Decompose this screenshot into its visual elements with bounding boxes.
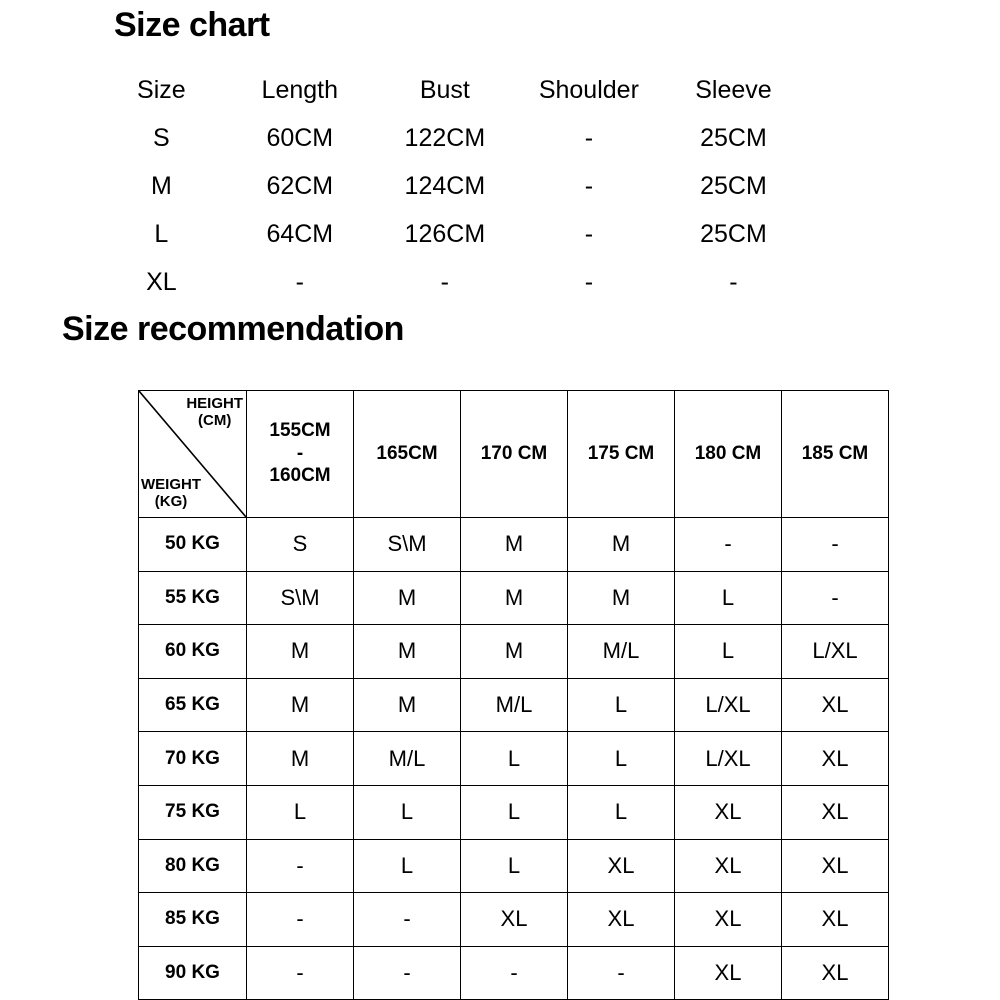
cell-sleeve: 25CM — [700, 219, 767, 248]
reco-cell: - — [247, 839, 354, 893]
reco-cell: M — [461, 571, 568, 625]
reco-cell: - — [568, 946, 675, 1000]
height-col-line2: - — [296, 442, 304, 464]
column-header-height-165: 165CM — [354, 391, 461, 518]
row-header-weight: 70 KG — [139, 732, 247, 786]
reco-cell: L — [247, 785, 354, 839]
height-col-line3: 160CM — [269, 465, 331, 487]
reco-cell: - — [675, 518, 782, 572]
cell-size: M — [150, 171, 172, 200]
reco-cell: XL — [782, 678, 889, 732]
table-row — [139, 785, 889, 839]
row-header-weight: 80 KG — [139, 839, 247, 893]
size-chart-table — [96, 66, 806, 306]
table-row — [139, 893, 889, 947]
reco-cell: - — [354, 893, 461, 947]
reco-cell: M/L — [461, 678, 568, 732]
row-header-weight: 85 KG — [139, 893, 247, 947]
cell-bust: 122CM — [404, 123, 486, 152]
cell-length: - — [295, 267, 304, 296]
table-row — [96, 114, 806, 162]
reco-cell: M — [568, 518, 675, 572]
reco-cell: M/L — [568, 625, 675, 679]
table-row — [139, 732, 889, 786]
reco-cell: S\M — [247, 571, 354, 625]
reco-cell: L — [461, 785, 568, 839]
column-header-shoulder: Shoulder — [538, 75, 639, 104]
cell-bust: - — [440, 267, 449, 296]
reco-cell: - — [354, 946, 461, 1000]
table-row — [96, 258, 806, 306]
reco-cell: M — [354, 571, 461, 625]
table-row — [139, 678, 889, 732]
cell-shoulder: - — [584, 171, 594, 200]
column-header-height-175: 175 CM — [568, 391, 675, 518]
reco-cell: - — [247, 893, 354, 947]
table-row — [139, 625, 889, 679]
reco-cell: XL — [461, 893, 568, 947]
reco-cell: M — [247, 732, 354, 786]
table-row — [96, 210, 806, 258]
weight-axis-label-line2: (KG) — [154, 493, 188, 511]
column-header-sleeve: Sleeve — [695, 75, 772, 104]
reco-cell: XL — [782, 893, 889, 947]
corner-axis-cell — [139, 391, 247, 518]
cell-size: L — [154, 219, 169, 248]
reco-cell: L/XL — [675, 678, 782, 732]
reco-cell: XL — [568, 893, 675, 947]
cell-length: 64CM — [266, 219, 334, 248]
reco-cell: M — [247, 678, 354, 732]
cell-shoulder: - — [584, 267, 594, 296]
height-axis-label-line1: HEIGHT — [186, 395, 243, 412]
reco-cell: M — [568, 571, 675, 625]
size-chart-header-row — [96, 66, 806, 114]
reco-cell: L/XL — [675, 732, 782, 786]
row-header-weight: 75 KG — [139, 785, 247, 839]
cell-sleeve: 25CM — [700, 171, 767, 200]
reco-cell: M/L — [354, 732, 461, 786]
reco-cell: L — [675, 625, 782, 679]
reco-cell: - — [782, 518, 889, 572]
reco-cell: - — [247, 946, 354, 1000]
reco-cell: L — [461, 839, 568, 893]
column-header-height-170: 170 CM — [461, 391, 568, 518]
column-header-height-185: 185 CM — [782, 391, 889, 518]
row-header-weight: 90 KG — [139, 946, 247, 1000]
height-axis-label-line2: (CM) — [198, 411, 232, 429]
reco-cell: S\M — [354, 518, 461, 572]
reco-cell: L — [461, 732, 568, 786]
reco-cell: L — [568, 732, 675, 786]
reco-cell: XL — [675, 839, 782, 893]
cell-shoulder: - — [584, 219, 594, 248]
reco-cell: M — [461, 625, 568, 679]
page-title-size-chart: Size chart — [114, 6, 270, 44]
row-header-weight: 65 KG — [139, 678, 247, 732]
reco-cell: XL — [568, 839, 675, 893]
page-title-size-recommendation: Size recommendation — [62, 310, 404, 348]
reco-cell: M — [461, 518, 568, 572]
table-row — [139, 946, 889, 1000]
reco-cell: M — [354, 625, 461, 679]
cell-sleeve: - — [729, 267, 738, 296]
weight-axis-label — [141, 477, 201, 511]
reco-cell: M — [354, 678, 461, 732]
reco-cell: XL — [675, 946, 782, 1000]
cell-size: XL — [146, 267, 177, 296]
cell-sleeve: 25CM — [700, 123, 767, 152]
reco-cell: XL — [782, 785, 889, 839]
reco-header-row — [139, 391, 889, 518]
reco-cell: L — [354, 785, 461, 839]
reco-cell: L — [675, 571, 782, 625]
reco-cell: L — [568, 678, 675, 732]
row-header-weight: 60 KG — [139, 625, 247, 679]
reco-cell: XL — [782, 839, 889, 893]
cell-bust: 124CM — [404, 171, 486, 200]
cell-size: S — [153, 123, 170, 152]
cell-length: 60CM — [266, 123, 334, 152]
table-row — [139, 571, 889, 625]
table-row — [139, 839, 889, 893]
cell-bust: 126CM — [404, 219, 486, 248]
column-header-size: Size — [137, 75, 186, 104]
reco-cell: XL — [782, 946, 889, 1000]
reco-cell: L/XL — [782, 625, 889, 679]
height-axis-label — [186, 396, 243, 430]
row-header-weight: 50 KG — [139, 518, 247, 572]
reco-cell: XL — [675, 785, 782, 839]
reco-cell: - — [461, 946, 568, 1000]
table-row — [96, 162, 806, 210]
cell-shoulder: - — [584, 123, 594, 152]
reco-cell: L — [354, 839, 461, 893]
reco-cell: L — [568, 785, 675, 839]
reco-cell: XL — [675, 893, 782, 947]
row-header-weight: 55 KG — [139, 571, 247, 625]
reco-cell: XL — [782, 732, 889, 786]
column-header-height-155-160 — [247, 391, 354, 518]
weight-axis-label-line1: WEIGHT — [141, 476, 201, 494]
reco-cell: S — [247, 518, 354, 572]
table-row — [139, 518, 889, 572]
height-col-line1: 155CM — [269, 420, 331, 442]
cell-length: 62CM — [266, 171, 334, 200]
column-header-bust: Bust — [419, 75, 470, 104]
reco-cell: - — [782, 571, 889, 625]
size-recommendation-table — [138, 390, 889, 1000]
column-header-length: Length — [261, 75, 339, 104]
column-header-height-180: 180 CM — [675, 391, 782, 518]
reco-cell: M — [247, 625, 354, 679]
